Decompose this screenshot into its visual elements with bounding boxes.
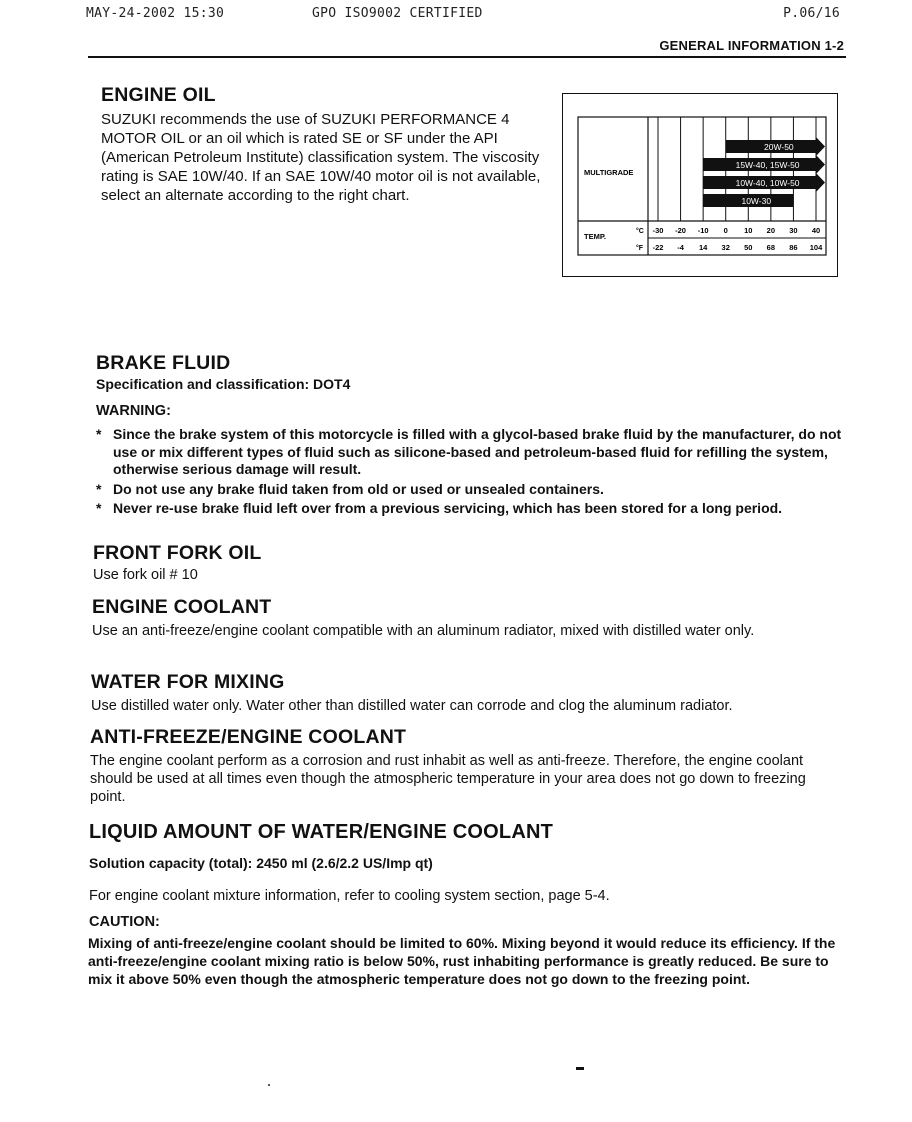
- chart-fahrenheit-tick: 14: [698, 243, 708, 252]
- caution-text: Mixing of anti-freeze/engine coolant should be limited to 60%. Mixing beyond it would reduce its efficiency. If the anti-freeze/engine coolant mixing ratio is below 50%, rust inhabiting performance is greatly reduced. Be sure to mix it above 50% even though the atmospheric temperature does not go down to the freezing point.: [88, 935, 836, 987]
- section-header: GENERAL INFORMATION 1-2: [659, 38, 844, 53]
- chart-celsius-tick: -30: [652, 226, 664, 235]
- brake-fluid-title: BRAKE FLUID: [96, 352, 231, 374]
- chart-celsius-tick: 10: [744, 226, 753, 235]
- warning-label: WARNING:: [96, 403, 171, 419]
- chart-grade-arrow: [816, 155, 825, 174]
- chart-celsius-tick: 20: [766, 226, 776, 235]
- chart-fahrenheit-tick: 50: [744, 243, 753, 252]
- scan-speck: [268, 1084, 270, 1086]
- engine-oil-text: SUZUKI recommends the use of SUZUKI PERFORMANCE 4 MOTOR OIL or an oil which is rated SE or SF under the API (American Petroleum Institute) classification system. The viscosity rating is SAE 10W/40. If an SAE 10W/40 motor oil is not available, select an alternate according to the right chart.: [101, 111, 541, 204]
- fax-date: MAY-24-2002 15:30: [86, 6, 225, 21]
- header-rule: [88, 56, 846, 58]
- chart-fahrenheit-tick: -4: [677, 243, 684, 252]
- chart-fahrenheit-tick: 104: [809, 243, 823, 252]
- warning-item: * Never re-use brake fluid left over from a previous servicing, which has been stored for a long period.: [96, 500, 842, 518]
- chart-celsius-tick: 0: [723, 226, 728, 235]
- water-for-mixing-text: Use distilled water only. Water other than distilled water can corrode and clog the aluminum radiator.: [91, 698, 733, 714]
- chart-grade-label: 10W-40, 10W-50: [735, 178, 800, 188]
- antifreeze-title: ANTI-FREEZE/ENGINE COOLANT: [90, 726, 407, 748]
- warning-item: * Since the brake system of this motorcycle is filled with a glycol-based brake fluid by the manufacturer, do not use or mix different types of fluid such as silicone-based and petroleum-based fluid for refilling the system, otherwise serious damage will result.: [96, 426, 842, 479]
- liquid-amount-title: LIQUID AMOUNT OF WATER/ENGINE COOLANT: [89, 821, 554, 843]
- brake-fluid-spec: Specification and classification: DOT4: [96, 376, 351, 392]
- chart-fahrenheit-tick: 86: [789, 243, 798, 252]
- mixture-info: For engine coolant mixture information, refer to cooling system section, page 5-4.: [89, 888, 610, 904]
- chart-grade-arrow: [816, 137, 825, 156]
- chart-grade-label: 10W-30: [741, 196, 772, 206]
- chart-celsius-tick: -20: [675, 226, 686, 235]
- engine-coolant-text: Use an anti-freeze/engine coolant compatible with an aluminum radiator, mixed with distilled water only.: [92, 623, 755, 639]
- chart-fahrenheit-tick: 32: [721, 243, 730, 252]
- chart-fahrenheit-tick: -22: [652, 243, 664, 252]
- solution-capacity: Solution capacity (total): 2450 ml (2.6/2.2 US/Imp qt): [89, 855, 433, 871]
- chart-grade-label: 20W-50: [764, 142, 794, 152]
- oil-viscosity-chart: [562, 93, 838, 277]
- chart-grade-label: 15W-40, 15W-50: [735, 160, 800, 170]
- chart-temp-label: TEMP.: [584, 232, 606, 241]
- warning-item: * Do not use any brake fluid taken from old or used or unsealed containers.: [96, 481, 842, 499]
- caution-label: CAUTION:: [89, 914, 160, 930]
- front-fork-oil-text: Use fork oil # 10: [93, 567, 198, 583]
- fax-certification: GPO ISO9002 CERTIFIED: [312, 6, 483, 21]
- antifreeze-text: The engine coolant perform as a corrosion and rust inhabit as well as anti-freeze. Therefore, the engine coolant should be used at all times even though the atmospheric temperature in your area does not go down to freezing point.: [90, 753, 806, 805]
- chart-celsius-unit: °C: [636, 228, 644, 235]
- chart-grade-arrow: [816, 173, 825, 192]
- chart-celsius-tick: 30: [789, 226, 798, 235]
- engine-coolant-title: ENGINE COOLANT: [92, 596, 272, 618]
- chart-celsius-tick: -10: [697, 226, 709, 235]
- chart-fahrenheit-unit: °F: [636, 245, 644, 252]
- scan-speck: [576, 1067, 584, 1070]
- water-for-mixing-title: WATER FOR MIXING: [91, 671, 285, 693]
- fax-page-number: P.06/16: [783, 6, 840, 21]
- chart-fahrenheit-tick: 68: [766, 243, 776, 252]
- warning-list: [96, 426, 842, 520]
- front-fork-oil-title: FRONT FORK OIL: [93, 542, 262, 564]
- chart-celsius-tick: 40: [811, 226, 821, 235]
- engine-oil-title: ENGINE OIL: [101, 84, 216, 106]
- chart-multigrade-label: MULTIGRADE: [584, 168, 634, 177]
